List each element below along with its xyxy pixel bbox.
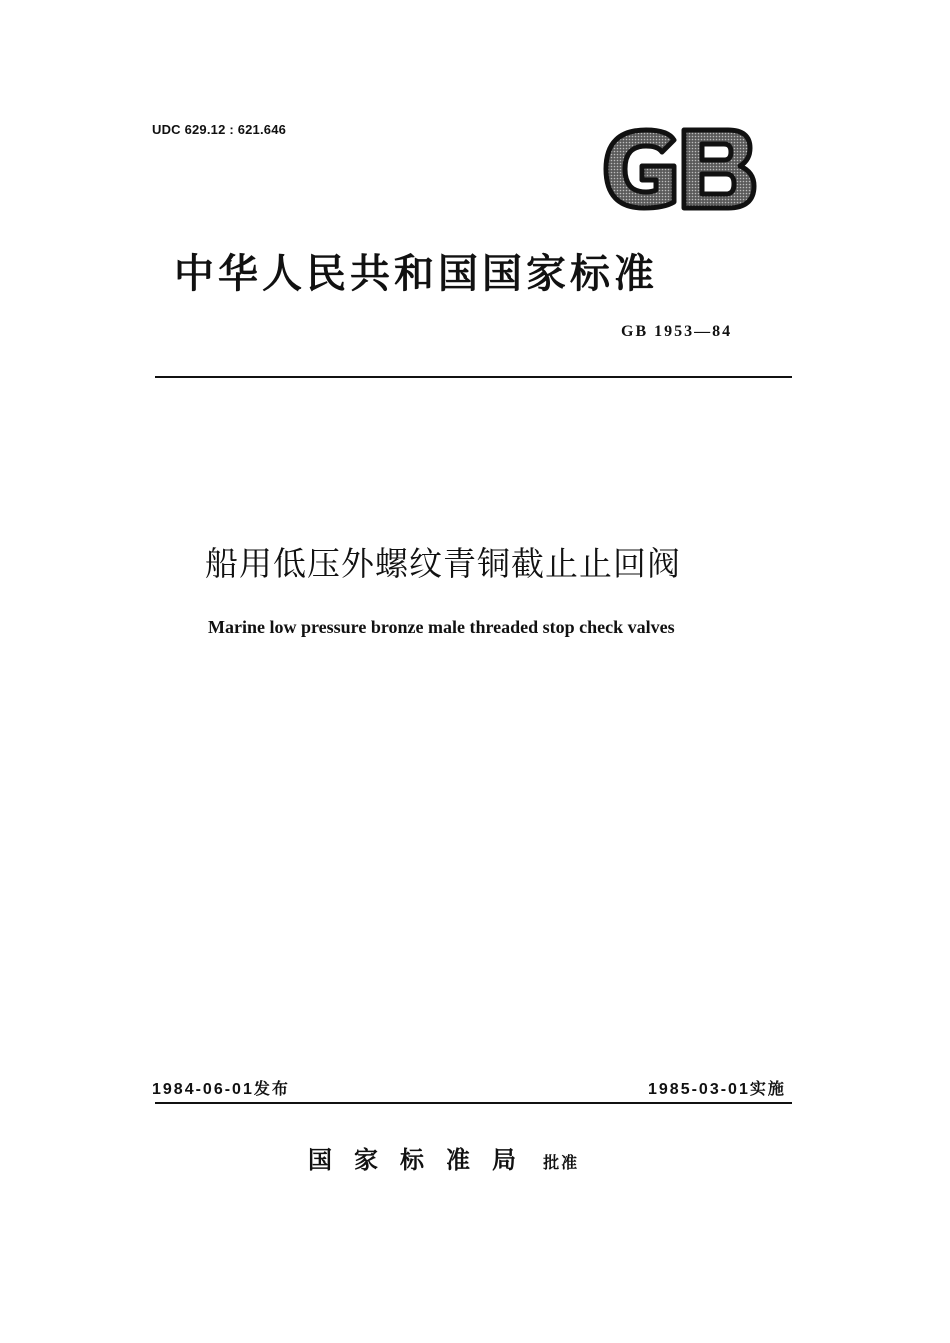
standard-title: 中华人民共和国国家标准: [174, 251, 658, 297]
footer-divider: [155, 1102, 792, 1104]
approving-body: 国家标准局: [308, 1146, 538, 1174]
header-divider: [155, 376, 792, 378]
udc-code: UDC 629.12 : 621.646: [152, 122, 287, 137]
standard-number: GB 1953—84: [621, 323, 733, 340]
approval-line: [308, 1140, 579, 1175]
gb-logo: [598, 126, 760, 212]
issue-date: 1984-06-01发布: [152, 1081, 290, 1098]
document-title-cn: 船用低压外螺纹青铜截止止回阀: [205, 544, 681, 583]
approval-word: 批准: [543, 1153, 580, 1172]
document-title-en: Marine low pressure bronze male threaded stop check valves: [208, 617, 675, 637]
implementation-date: 1985-03-01实施: [648, 1081, 786, 1098]
